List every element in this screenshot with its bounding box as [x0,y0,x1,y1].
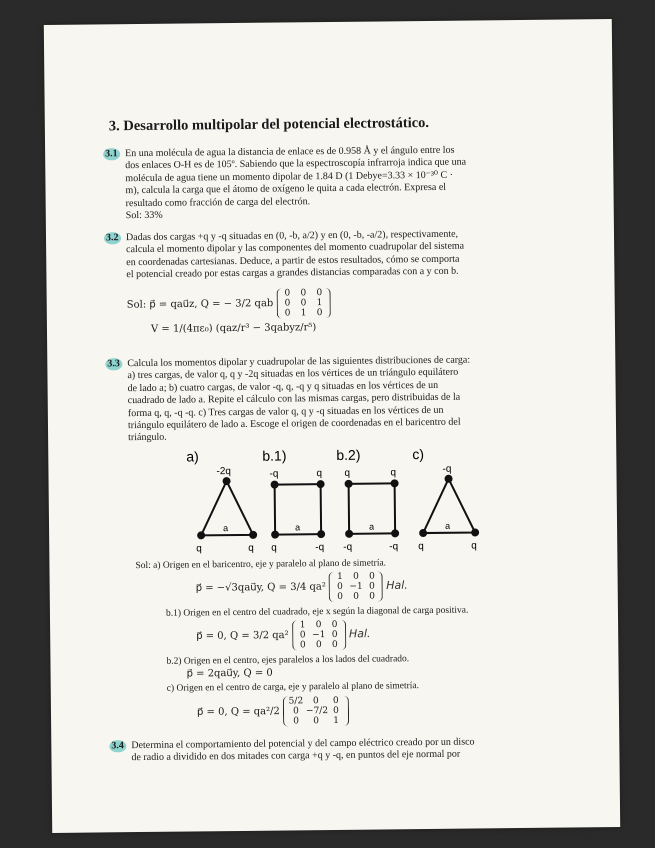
side-label: a [369,521,375,532]
solution-b1 [196,620,371,652]
charge-dot [391,529,399,537]
solution-a-title: Sol: a) Origen en el baricentro, eje y paralelo al plano de simetría. [135,558,387,572]
problem-line: Determina el comportamiento del potencial y del campo eléctrico creado por un disco [131,736,475,752]
problem-3-1 [103,143,584,222]
solution-formula: p⃗ = 0, Q = qa²/2 [196,706,280,718]
solution-b2-title: b.2) Origen en el centro, ejes paralelos a los lados del cuadrado. [166,654,410,667]
problem-number: 3.3 [105,358,122,371]
quadrupole-matrix: 0 0 0 0 0 1 0 1 0 [276,288,330,319]
charge-label: q [196,543,202,555]
solution-c-title: c) Origen en el centro de carga, eje y paralelo al plano de simetría. [166,681,420,694]
charge-label: q [316,468,323,480]
problem-line: el potencial creado por estas cargas a grandes distancias comparadas con a y con b. [126,265,459,281]
diagram-title-a: a) [186,448,199,465]
problem-3-4 [109,735,589,765]
section-heading: 3. Desarrollo multipolar del potencial electrostático. [108,114,430,135]
document-page [44,19,620,833]
solution-3-2 [127,288,331,320]
side-label: a [444,520,451,531]
problem-line: dos enlaces O-H es de 105º. Sabiendo que la espectroscopía infrarroja indica que una [125,156,467,172]
problem-line: triángulo equilátero de lado a. Escoge el origen de coordenadas en el baricentro del [127,416,461,432]
problem-line: de radio a dividido en dos mitades con carga +q y -q, en puntos del eje normal por [131,749,461,764]
charge-diagrams [48,443,617,559]
quadrupole-matrix: 1 0 0 0 −1 0 0 0 0 [329,571,383,602]
handwritten-note: Hal. [386,578,408,592]
charge-label: q [271,542,277,554]
charge-dot [345,530,353,538]
charge-label: q [390,467,397,479]
problem-line: resultado como fracción de carga del electrón. [125,195,311,209]
problem-line: a) tres cargas, de valor q, q y -2q situadas en los vértices de un triángulo equilátero [127,367,459,382]
problem-line: molécula de agua tiene un momento dipolar de 1.84 D (1 Debye=3.33 × 10⁻³⁰ C · [125,169,454,184]
solution-coef: 3/2 qab [235,298,274,310]
charge-dot [345,480,353,488]
problem-3-2 [104,227,584,282]
diagram-title-b2: b.2) [336,446,361,463]
problem-number: 3.2 [104,232,121,245]
problem-line: m), calcula la carga que el átomo de oxígeno le quita a cada electrón. Expresa el [125,182,447,197]
solution-c [197,696,349,728]
charge-label: -q [343,541,353,553]
charge-dot [271,531,279,539]
problem-3-3 [105,353,586,445]
charge-label: q [248,542,254,554]
problem-line: de lado a; b) cuatro cargas, de valor -q, q, -q y q situadas en los vértices de un [127,379,439,394]
problem-line: Dadas dos cargas +q y -q situadas en (0, -b, a/2) y en (0, -b, -a/2), respectivamente, [125,228,459,244]
charge-dot [419,529,427,537]
solution: Sol: 33% [125,209,163,222]
charge-label: -q [389,541,399,553]
problem-line: En una molécula de agua la distancia de enlace es de 0.958 Å y el ángulo entre los [125,144,455,160]
charge-label: -2q [216,466,231,478]
charge-dot [445,475,453,483]
potential-formula: V = 1/(4πε₀) (qaz/r³ − 3qabyz/r⁵) [150,322,317,335]
diagram-title-c: c) [412,446,425,463]
charge-dot [391,479,399,487]
solution-formula: p⃗ = 0, Q = 3/2 qa² [196,629,289,642]
solution-b1-title: b.1) Origen en el centro del cuadrado, eje x según la diagonal de carga positiva. [165,605,469,619]
solution-b2: p⃗ = 2qau⃗y, Q = 0 [186,667,273,680]
problem-line: forma q, q, -q -q. c) Tres cargas de valor q, q y -q situadas en los vértices de un [127,404,444,419]
charge-label: -q [442,463,452,475]
handwritten-note: Hal. [348,627,371,641]
charge-dot [249,531,257,539]
solution-a [196,571,408,603]
charge-dot [223,477,231,485]
problem-number: 3.4 [109,740,126,753]
charge-label: q [471,540,477,552]
charge-dot [197,531,205,539]
side-label: a [223,523,229,534]
problem-line: cuadrado de lado a. Repite el cálculo con las mismas cargas, pero distribuidas de la [127,391,461,407]
charge-dot [471,528,479,536]
charge-dot [317,480,325,488]
charge-dot [317,530,325,538]
quadrupole-matrix: 1 0 0 0 −1 0 0 0 0 [292,620,346,651]
charge-label: q [344,467,351,479]
solution-formula: Sol: p⃗ = qau⃗z, Q = − [126,298,233,311]
problem-number: 3.1 [103,148,120,161]
charge-dot [271,481,279,489]
side-label: a [295,522,301,533]
diagram-title-b1: b.1) [262,447,287,464]
charge-label: -q [269,468,279,480]
problem-line: calcula el momento dipolar y las componentes del momento cuadrupolar del sistema [126,241,465,256]
problem-line: triángulo. [128,432,167,444]
charge-label: -q [315,542,325,554]
problem-line: en coordenadas cartesianas. Deduce, a partir de estos resultados, cómo se comporta [126,253,460,268]
problem-line: Calcula los momentos dipolar y cuadrupolar de las siguientes distribuciones de carga: [127,354,471,370]
solution-formula: p⃗ = −√3qau⃗y, Q = 3/4 qa² [195,581,326,594]
quadrupole-matrix: 5/2 0 0 0 −7/2 0 0 0 1 [283,696,349,727]
charge-label: q [418,541,424,553]
